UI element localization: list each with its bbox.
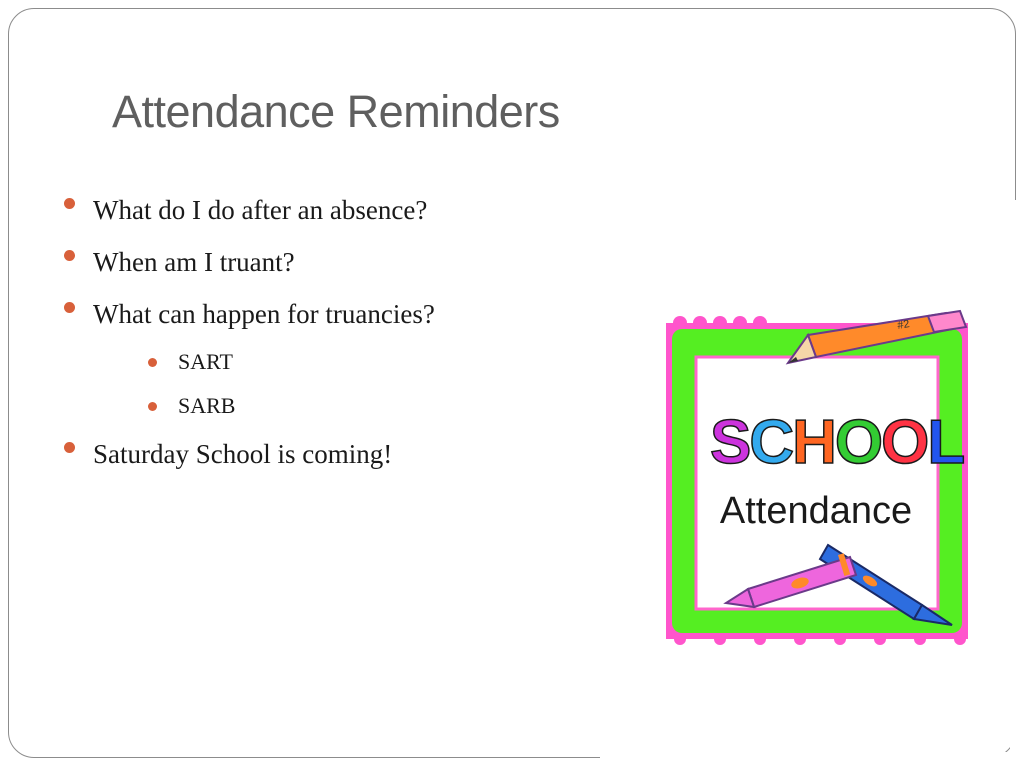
bullet-dot-icon	[64, 250, 75, 261]
sub-bullet-item	[93, 340, 435, 384]
slide-title: Attendance Reminders	[112, 86, 560, 137]
pencil-label: #2	[896, 318, 911, 332]
clipart-school-word: SCHOOL	[710, 408, 964, 477]
bullet-item	[60, 288, 435, 428]
bullet-dot-icon	[64, 198, 75, 209]
sub-bullet-dot-icon	[148, 402, 157, 411]
bullet-dot-icon	[64, 302, 75, 313]
sub-bullet-dot-icon	[148, 358, 157, 367]
bullet-item	[60, 236, 435, 288]
school-attendance-clipart	[660, 305, 972, 645]
bullet-item	[60, 184, 435, 236]
bullet-text: When am I truant?	[93, 247, 295, 277]
sub-bullet-text: SART	[178, 349, 233, 374]
bullet-list	[60, 184, 435, 480]
bullet-item	[60, 428, 435, 480]
sub-bullet-item	[93, 384, 435, 428]
bullet-dot-icon	[64, 442, 75, 453]
bullet-text: What do I do after an absence?	[93, 195, 428, 225]
sub-bullet-text: SARB	[178, 393, 236, 418]
frame-gap	[1010, 200, 1018, 760]
bullet-text: Saturday School is coming!	[93, 439, 393, 469]
frame-gap	[600, 752, 1024, 764]
clipart-attendance-word: Attendance	[719, 490, 913, 532]
sub-bullet-list	[93, 340, 435, 428]
bullet-text: What can happen for truancies?	[93, 299, 435, 329]
